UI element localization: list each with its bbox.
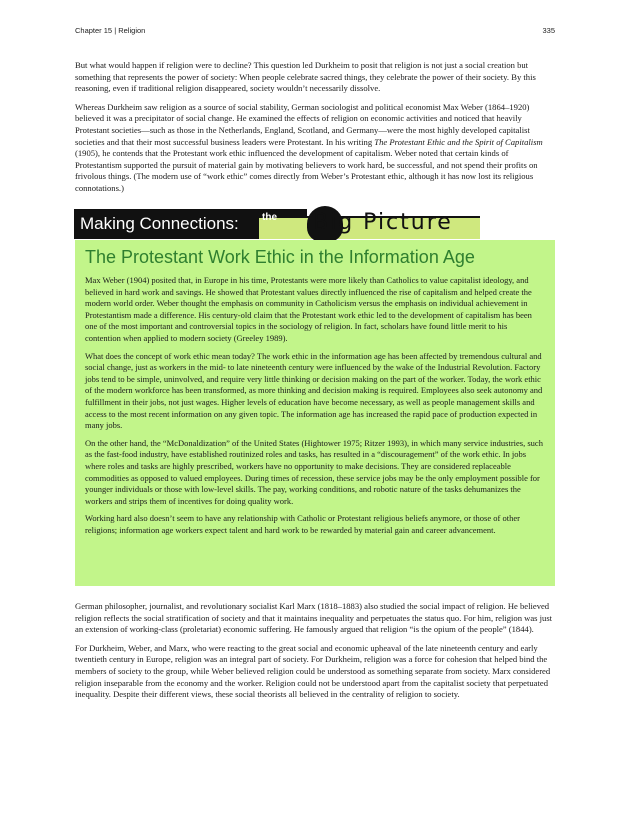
paragraph-text: (1905), he contends that the Protestant work ethic influenced the development of capitalism. Weber noted that certain kinds of Protestantism supported the pursuit of material gain by motivating believers to work hard, be successful, and not spend their profits on frivolous things. (The modern use of “work ethic” comes directly from Weber’s Protestant ethic, although it has now lost its religious connotations.) [75, 148, 538, 193]
paragraph-text: Whereas Durkheim saw religion as a source of social stability, German sociologist and political economist Max Weber (1864–1920) believed it was a precipitator of social change. He examined the effects of religion on economic activities and noticed that heavily Protestant societies—such as those in the Netherlands, England, Scotland, and Germany—were the most highly developed capitalist societies and that their most successful business leaders were Protestant. In his writing [75, 101, 530, 147]
top-text-block [75, 60, 555, 202]
page-number: 335 [542, 26, 555, 35]
banner-label: Making Connections: [74, 209, 259, 239]
bottom-text-block [75, 601, 555, 708]
book-title: The Protestant Ethic and the Spirit of Capitalism [374, 136, 543, 147]
paragraph: But what would happen if religion were to decline? This question led Durkheim to posit that religion is not just a social creation but something that represents the power of society: When people celebrate sacred things, they celebrate the power of their society. By this reasoning, even if traditional religion disappeared, society wouldn’t necessarily dissolve. [75, 60, 536, 94]
chapter-title: Chapter 15 | Religion [75, 26, 146, 35]
feature-title: The Protestant Work Ethic in the Information Age [85, 247, 475, 267]
paragraph [75, 102, 555, 195]
paragraph: German philosopher, journalist, and revolutionary socialist Karl Marx (1818–1883) also studied the social impact of religion. He believed religion reflects the social stratification of society and that it maintains inequality and perpetuates the status quo. For him, religion was just an extension of working-class (proletariat) economic suffering. He famously argued that religion “is the opium of the people” (1844). [75, 601, 553, 635]
feature-paragraph: Working hard also doesn’t seem to have any relationship with Catholic or Protestant religious beliefs anymore, or those of other religions; information age workers expect talent and hard work to be rewarded by material gain and career advancement. [85, 513, 520, 535]
feature-paragraph: What does the concept of work ethic mean today? The work ethic in the information age has been affected by tremendous cultural and social change, just as workers in the mid- to late nineteenth century were influenced by the wake of the Industrial Revolution. Factory jobs tend to be simple, uninvolved, and require very little thinking or decision making on the part of the worker. Today, the work ethic of the modern workforce has been transformed, as more thinking and decision making is required. Employees also seek autonomy and fulfillment in their jobs, not just wages. Higher levels of education have become necessary, as well as people management skills and access to the most recent information on any given topic. The information age has increased the rapid pace of production expected in many jobs. [85, 350, 543, 431]
paragraph: For Durkheim, Weber, and Marx, who were reacting to the great social and economic upheaval of the late nineteenth century and early twentieth century in Europe, religion was an integral part of society. For Durkheim, religion was a force for cohesion that helped bind the members of society to the group, while Weber believed religion could be understood as something separate from society. Marx considered religion inseparable from the economy and the worker. Religion could not be understood apart from the capitalist society that perpetuated inequality. Despite their different views, these social theorists all believed in the centrality of religion to society. [75, 642, 551, 700]
page-header [75, 26, 555, 38]
banner-title: Big Picture [313, 210, 453, 235]
feature-paragraph: Max Weber (1904) posited that, in Europe in his time, Protestants were more likely than Catholics to value capitalist ideology, and believed in hard work and savings. He showed that Protestant values directly influenced the rise of capitalism and helped create the modern world order. Weber thought the emphasis on community in Catholicism versus the emphasis on individual achievement in Protestantism made a difference. His century-old claim that the Protestant work ethic led to the development of capitalism has been one of the most important and controversial topics in the sociology of religion. In fact, scholars have found little merit to his contention when applied to modern society (Greeley 1989). [85, 275, 532, 343]
banner-the: the [262, 212, 277, 223]
section-banner [74, 209, 480, 239]
feature-paragraph: On the other hand, the “McDonaldization” of the United States (Hightower 1975; Ritzer 1993), in which many service industries, such as the fast-food industry, have established routinized roles and tasks, has resulted in a “discouragement” of the work ethic. In jobs where roles and tasks are highly prescribed, workers have no opportunity to make decisions. They are considered replaceable commodities as opposed to valued employees. During times of recession, these service jobs may be the only employment possible for younger individuals or those with low-level skills. The pay, working conditions, and robotic nature of the tasks dehumanizes the workers and strips them of incentives for doing quality work. [85, 437, 543, 506]
feature-box [75, 240, 555, 586]
